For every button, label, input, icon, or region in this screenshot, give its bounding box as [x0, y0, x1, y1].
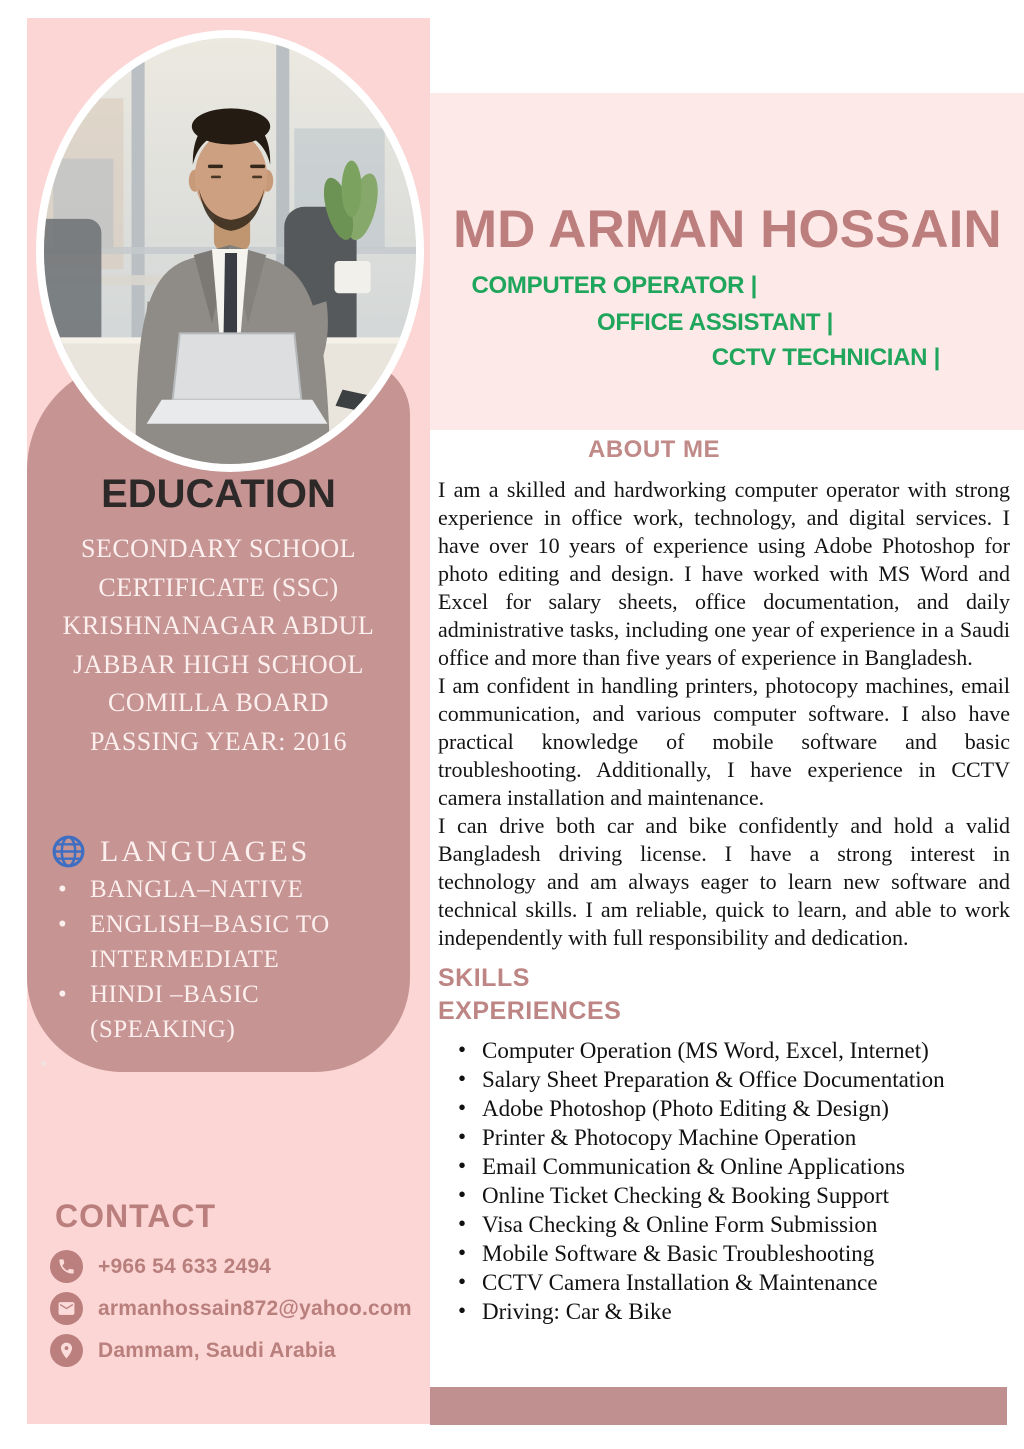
- education-heading: EDUCATION: [101, 472, 336, 516]
- skill-item: • Salary Sheet Preparation & Office Documentation: [458, 1065, 1010, 1094]
- skill-item: • CCTV Camera Installation & Maintenance: [458, 1268, 1010, 1297]
- candidate-name: MD ARMAN HOSSAIN: [453, 200, 1002, 259]
- contact-email: armanhossain872@yahoo.com: [98, 1296, 412, 1320]
- education-line: PASSING YEAR: 2016: [89, 726, 347, 756]
- about-paragraph: I am a skilled and hardworking computer operator with strong experience in office work, technology, and digital services. I have over 10 years of experience using Adobe Photoshop for photo editing and design. I have worked with MS Word and Excel for salary sheets, office documentation, and daily administrative tasks, including one year of experience in a Saudi office and more than five years of experience in Bangladesh.: [438, 477, 1010, 670]
- contact-email-row: [50, 1292, 412, 1325]
- skills-list: [438, 1036, 1010, 1326]
- job-title: COMPUTER OPERATOR |: [471, 272, 757, 299]
- skill-item: • Computer Operation (MS Word, Excel, Internet): [458, 1036, 1010, 1065]
- map-pin-icon: [50, 1334, 83, 1367]
- language-item: • BANGLA–NATIVE: [50, 872, 350, 907]
- education-line: SECONDARY SCHOOL: [80, 534, 357, 563]
- contact-phone: +966 54 633 2494: [98, 1254, 272, 1278]
- about-paragraph: I am confident in handling printers, photocopy machines, email communication, and various computer software. I also have practical knowledge of mobile software and basic troubleshooting. Additionally, I have experience in CCTV camera installation and maintenance.: [438, 673, 1010, 810]
- about-me-heading: ABOUT ME: [588, 436, 720, 463]
- profile-photo: [36, 30, 424, 472]
- education-line: KRISHNANAGAR ABDUL: [62, 611, 375, 640]
- education-details: [27, 530, 410, 761]
- languages-heading: LANGUAGES: [100, 834, 311, 868]
- language-item: • HINDI –BASIC (SPEAKING): [50, 977, 350, 1047]
- skill-item: • Printer & Photocopy Machine Operation: [458, 1123, 1010, 1152]
- main-column: [438, 436, 1010, 1326]
- contact-phone-row: [50, 1250, 271, 1283]
- bottom-band: [430, 1387, 1007, 1425]
- profile-photo-illustration: [44, 38, 416, 464]
- language-item: • ENGLISH–BASIC TO INTERMEDIATE: [50, 907, 350, 977]
- education-line: CERTIFICATE (SSC): [98, 572, 339, 602]
- skill-item: • Email Communication & Online Applications: [458, 1152, 1010, 1181]
- skills-heading: SKILLS: [438, 964, 530, 992]
- skills-headings: [438, 962, 1010, 1028]
- header-band: [430, 93, 1024, 430]
- envelope-icon: [50, 1292, 83, 1325]
- skill-item: • Adobe Photoshop (Photo Editing & Design): [458, 1094, 1010, 1123]
- globe-icon: [50, 833, 87, 870]
- skill-item: • Online Ticket Checking & Booking Support: [458, 1181, 1010, 1210]
- languages-list: [50, 872, 350, 1047]
- phone-icon: [50, 1250, 83, 1283]
- experiences-heading: EXPERIENCES: [438, 997, 622, 1025]
- skill-item: • Driving: Car & Bike: [458, 1297, 1010, 1326]
- languages-header: [50, 833, 310, 870]
- about-paragraph: I can drive both car and bike confidently and hold a valid Bangladesh driving license. I have a strong interest in technology and am always eager to learn new software and technical skills. I am reliable, quick to learn, and able to work independently with full responsibility and dedication.: [438, 813, 1010, 950]
- contact-location: Dammam, Saudi Arabia: [98, 1338, 336, 1362]
- skill-item: • Mobile Software & Basic Troubleshooting: [458, 1239, 1010, 1268]
- job-title: CCTV TECHNICIAN |: [711, 344, 940, 371]
- job-title: OFFICE ASSISTANT |: [597, 309, 833, 336]
- about-me-text: [438, 476, 1010, 952]
- contact-location-row: [50, 1334, 336, 1367]
- skill-item: • Visa Checking & Online Form Submission: [458, 1210, 1010, 1239]
- education-line: JABBAR HIGH SCHOOL: [73, 649, 364, 679]
- contact-heading: CONTACT: [55, 1198, 217, 1234]
- education-line: COMILLA BOARD: [107, 688, 329, 717]
- stray-bullet-dot: [41, 1061, 46, 1066]
